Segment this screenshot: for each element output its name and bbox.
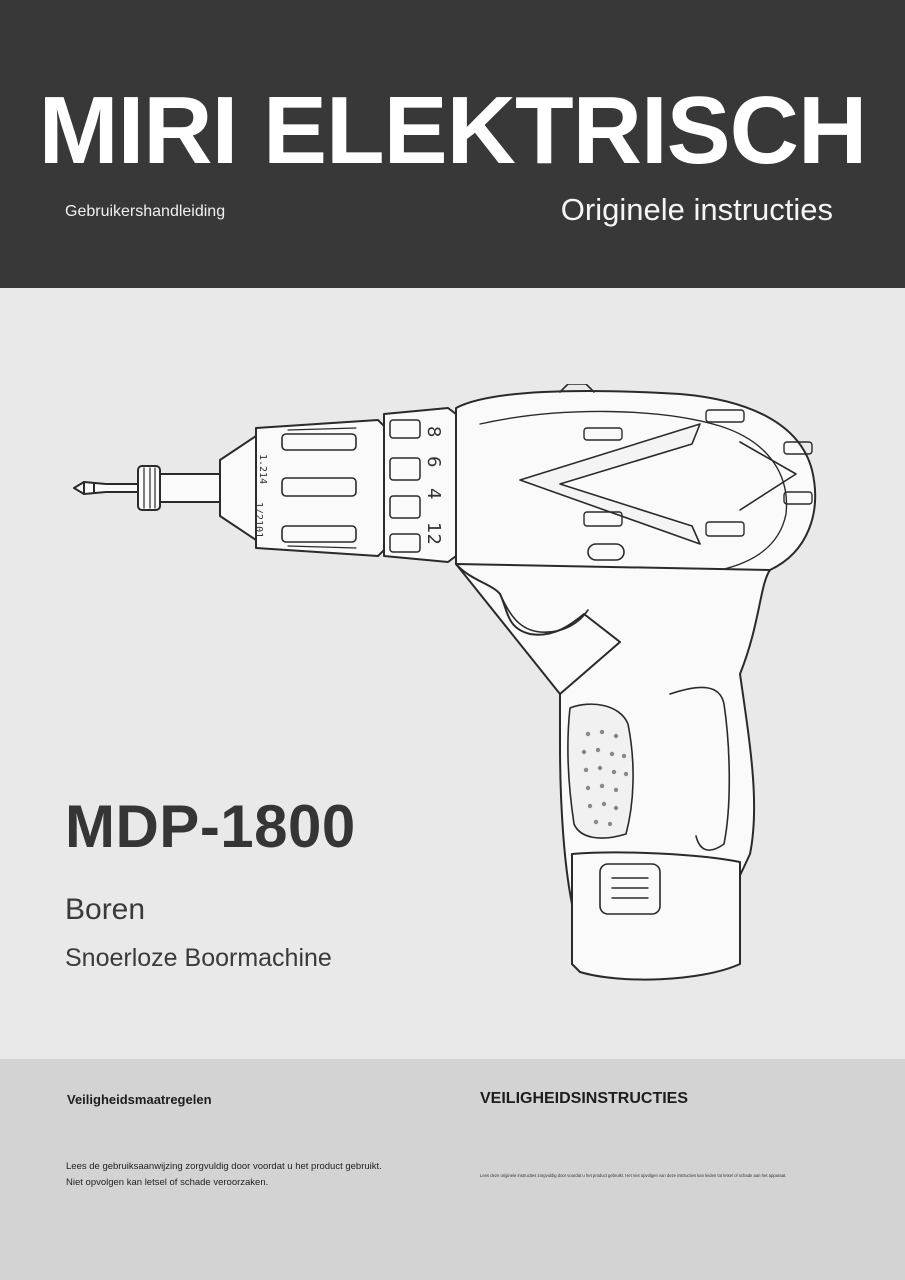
svg-text:6: 6 [423,456,444,468]
product-category: Boren [65,893,146,926]
battery-pack [572,852,740,979]
model-number: MDP-1800 [65,793,356,860]
cover-body [0,288,905,1059]
svg-text:8: 8 [423,426,444,438]
safety-instructions-heading: VEILIGHEIDSINSTRUCTIES [480,1090,689,1107]
safety-note [66,1159,446,1191]
svg-text:1.214: 1.214 [257,454,268,485]
product-name: Snoerloze Boormachine [65,944,332,972]
original-instructions-label: Originele instructies [560,192,833,227]
svg-text:1/2101: 1/2101 [253,502,264,539]
bit-holder [138,466,160,510]
safety-note-line-2: Niet opvolgen kan letsel of schade veroorzaken. [66,1177,269,1188]
brand-title: MIRI ELEKTRISCH [38,77,867,184]
rubber-grip [568,704,633,838]
document-type: Gebruikershandleiding [65,203,226,220]
safety-note-line-1: Lees de gebruiksaanwijzing zorgvuldig door voordat u het product gebruikt. [66,1161,382,1172]
cover-footer [0,1059,905,1280]
drill-illustration [60,384,850,984]
svg-text:4: 4 [423,488,444,500]
safety-heading: Veiligheidsmaatregelen [67,1092,212,1107]
cover-header [0,0,905,288]
chuck-nose [220,436,256,540]
fine-print: Lees deze originele instructies zorgvuldig door voordat u het product gebruikt. Het niet opvolgen van deze instructies kan leiden tot letsel of schade aan het apparaat. [480,1173,787,1178]
chuck [256,420,384,556]
svg-text:12: 12 [423,522,444,545]
